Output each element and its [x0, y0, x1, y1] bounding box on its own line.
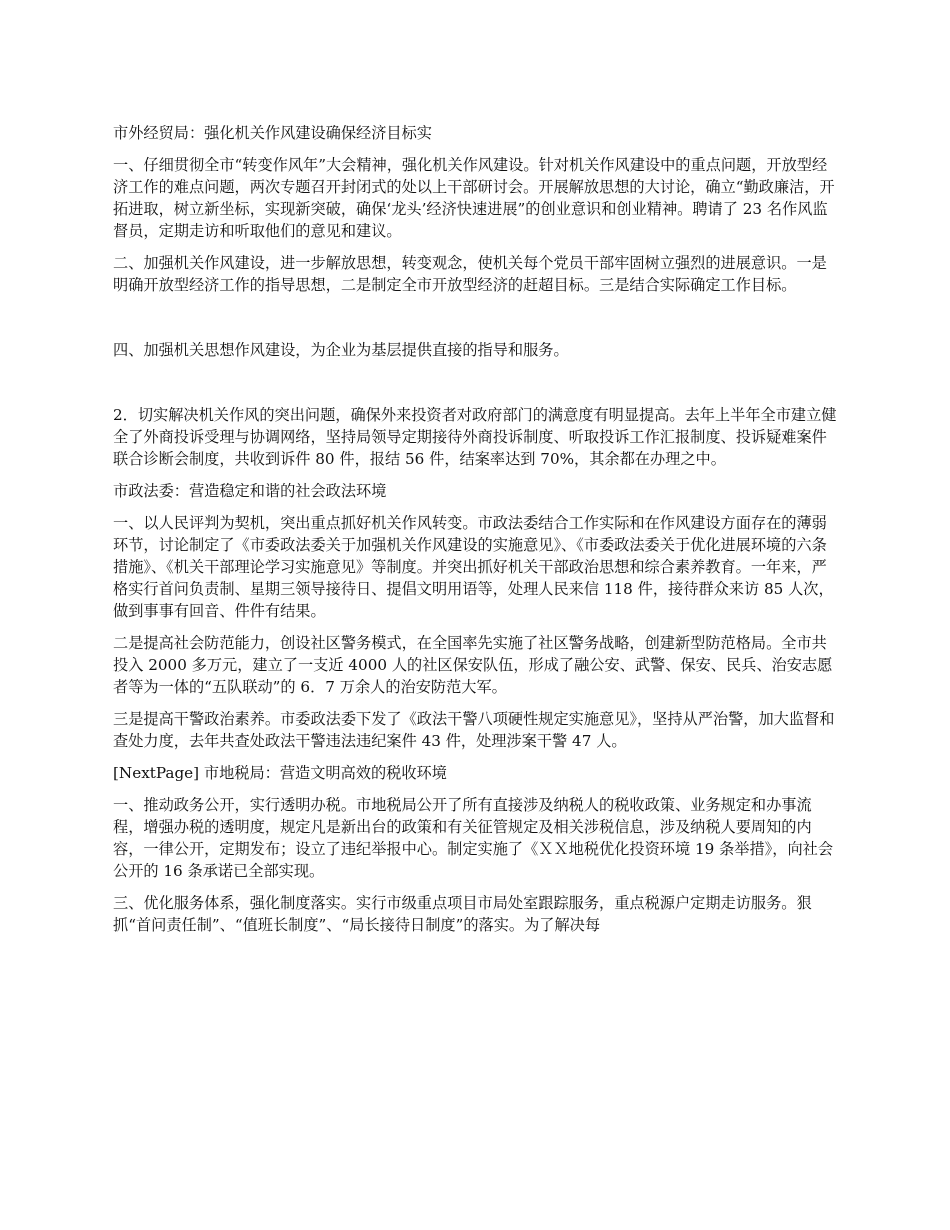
paragraph: 一、仔细贯彻全市“转变作风年”大会精神，强化机关作风建设。针对机关作风建设中的重点问题，开放型经济工作的难点问题，两次专题召开封闭式的处以上干部研讨会。开展解放思想的大讨论，确立“勤政廉洁，开拓进取，树立新坐标，实现新突破，确保‘龙头’经济快速进展”的创业意识和创业精神。聘请了 23 名作风监督员，定期走访和听取他们的意见和建议。	[113, 156, 835, 240]
paragraph: 2．切实解决机关作风的突出问题，确保外来投资者对政府部门的满意度有明显提高。去年上半年全市建立健全了外商投诉受理与协调网络，坚持局领导定期接待外商投诉制度、听取投诉工作汇报制度、投诉疑难案件联合诊断会制度，共收到诉件 80 件，报结 56 件，结案率达到 70%，其余都在办理之中。	[113, 406, 837, 468]
section-heading-political-legal: 市政法委：营造稳定和谐的社会政法环境	[113, 482, 387, 500]
blank-gap	[113, 371, 839, 404]
paragraph: 三、优化服务体系，强化制度落实。实行市级重点项目市局处室跟踪服务，重点税源户定期走访服务。狠抓“首问责任制”、“值班长制度”、“局长接待日制度”的落实。为了解决每	[113, 894, 812, 934]
paragraph: 四、加强机关思想作风建设，为企业为基层提供直接的指导和服务。	[113, 341, 569, 359]
paragraph: 三是提高干警政治素养。市委政法委下发了《政法干警八项硬性规定实施意见》，坚持从严治警，加大监督和查处力度，去年共查处政法干警违法违纪案件 43 件，处理涉案干警 47 人。	[113, 710, 835, 750]
paragraph: 一、以人民评判为契机，突出重点抓好机关作风转变。市政法委结合工作实际和在作风建设方面存在的薄弱环节，讨论制定了《市委政法委关于加强机关作风建设的实施意见》、《市委政法委关于优化进展环境的六条措施》、《机关干部理论学习实施意见》等制度。并突出抓好机关干部政治思想和综合素养教育。一年来，严格实行首问负责制、星期三领导接待日、提倡文明用语等，处理人民来信 118 件，接待群众来访 85 人次，做到事事有回音、件件有结果。	[113, 514, 834, 620]
section-heading-foreign-trade: 市外经贸局：强化机关作风建设确保经济目标实	[113, 124, 432, 142]
paragraph: 二是提高社会防范能力，创设社区警务模式，在全国率先实施了社区警务战略，创建新型防范格局。全市共投入 2000 多万元，建立了一支近 4000 人的社区保安队伍，形成了融公安、武警、保安、民兵、治安志愿者等为一体的“五队联动”的 6．7 万余人的治安防范大军。	[113, 634, 833, 696]
paragraph: 一、推动政务公开，实行透明办税。市地税局公开了所有直接涉及纳税人的税收政策、业务规定和办事流程，增强办税的透明度，规定凡是新出台的政策和有关征管规定及相关涉税信息，涉及纳税人要周知的内容，一律公开，定期发布；设立了违纪举报中心。制定实施了《ＸＸ地税优化投资环境 19 条举措》，向社会公开的 16 条承诺已全部实现。	[113, 796, 834, 880]
section-heading-local-tax: [NextPage] 市地税局：营造文明高效的税收环境	[113, 764, 447, 782]
blank-gap	[113, 306, 839, 339]
document-page	[113, 122, 839, 946]
paragraph: 二、加强机关作风建设，进一步解放思想，转变观念，使机关每个党员干部牢固树立强烈的进展意识。一是明确开放型经济工作的指导思想，二是制定全市开放型经济的赶超目标。三是结合实际确定工作目标。	[113, 254, 827, 294]
